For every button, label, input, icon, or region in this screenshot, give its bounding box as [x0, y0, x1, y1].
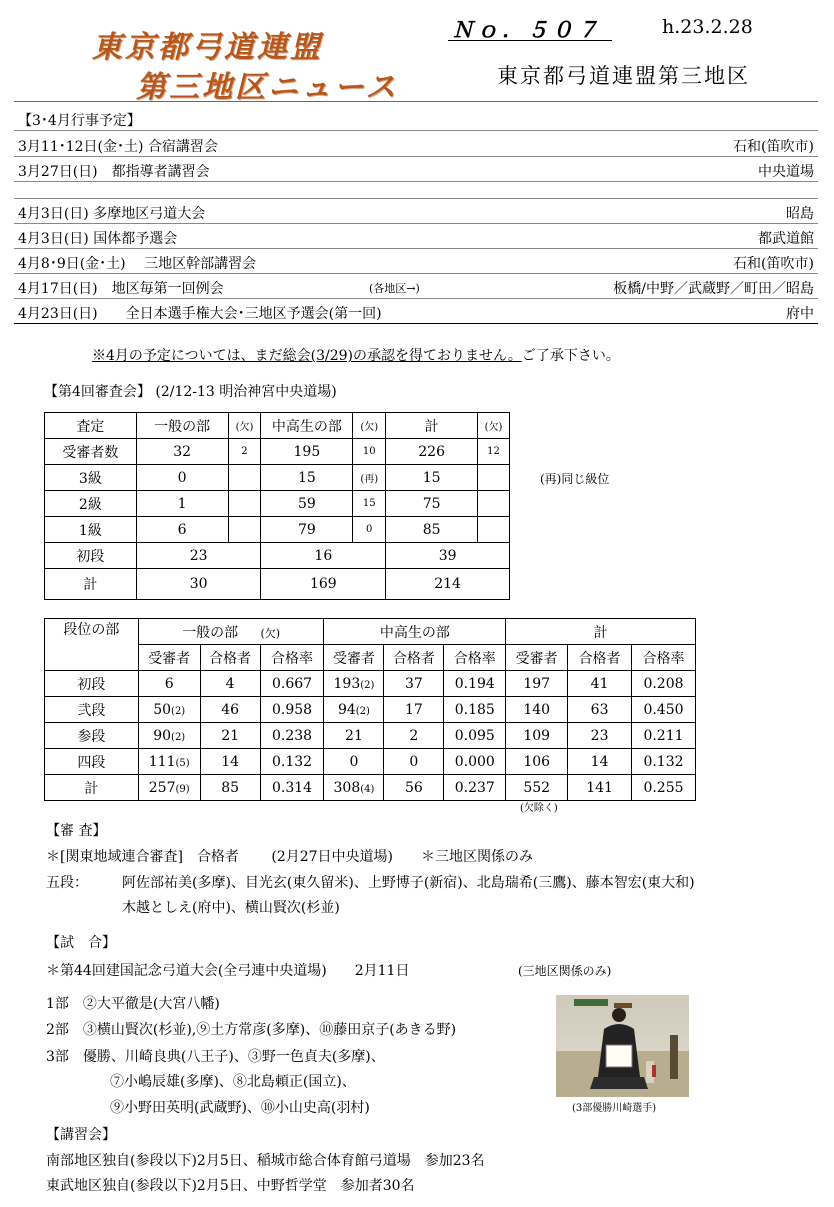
- table-header: (欠): [478, 413, 510, 439]
- table-cell: 1級: [45, 517, 137, 543]
- header-divider: [14, 101, 818, 102]
- table-cell: 169: [261, 569, 386, 600]
- table-row-label: 四段: [45, 749, 139, 775]
- table-cell: 17: [384, 697, 444, 723]
- table-header: 中高生の部: [261, 413, 353, 439]
- table-cell: 2: [228, 439, 261, 465]
- table-row: [45, 517, 510, 543]
- table-cell: [478, 491, 510, 517]
- table-cell: 14: [200, 749, 260, 775]
- winner-photo-image: [556, 995, 689, 1097]
- table-cell: 0: [324, 749, 384, 775]
- table-cell: 50(2): [138, 697, 200, 723]
- absent-note: (2): [355, 705, 370, 717]
- absent-note: (4): [360, 783, 375, 795]
- newsletter-title-line1: 東京都弓道連盟: [92, 30, 323, 65]
- table-cell: 1: [136, 491, 228, 517]
- table-cell: 111(5): [138, 749, 200, 775]
- table-cell: 受審者数: [45, 439, 137, 465]
- godan-passers-line2: 木越としえ(府中)、横山賢次(杉並): [122, 900, 340, 916]
- table-header: 一般の部 (欠): [138, 619, 324, 645]
- table-cell: 14: [568, 749, 632, 775]
- schedule-spacer: [14, 182, 818, 199]
- table-cell: 0.238: [260, 723, 324, 749]
- table-cell: 195: [261, 439, 353, 465]
- table-cell: 109: [506, 723, 568, 749]
- table-header: 一般の部: [136, 413, 228, 439]
- table-header: 査定: [45, 413, 137, 439]
- table-header-row: [45, 619, 696, 645]
- table-cell: [478, 465, 510, 491]
- table-cell: 46: [200, 697, 260, 723]
- table-footnote: (欠除く): [520, 803, 558, 814]
- table-cell: 15: [261, 465, 353, 491]
- table-row: [45, 569, 510, 600]
- absent-note: (9): [175, 783, 190, 795]
- shiai-division-1: 1部 ②大平徹是(大宮八幡): [46, 996, 220, 1012]
- shiai-division-2: 2部 ③横山賢次(杉並),⑨土方常彦(多摩)、⑩藤田京子(あきる野): [46, 1022, 457, 1038]
- absent-note: (2): [171, 731, 186, 743]
- table-cell: 308(4): [324, 775, 384, 801]
- table-cell: 0.237: [444, 775, 506, 801]
- table-cell: 32: [136, 439, 228, 465]
- table-cell: 0.132: [632, 749, 696, 775]
- table-cell: 3級: [45, 465, 137, 491]
- table-cell: 197: [506, 671, 568, 697]
- schedule-row: 4月8･9日(金･土) 三地区幹部講習会 石和(笛吹市): [14, 249, 818, 274]
- schedule-heading: 【3･4月行事予定】: [14, 106, 818, 131]
- table-subheader: 合格率: [260, 645, 324, 671]
- organization-name: 東京都弓道連盟第三地区: [497, 64, 750, 88]
- table-cell: 12: [478, 439, 510, 465]
- table-subheader: 受審者: [138, 645, 200, 671]
- photo-caption: (3部優勝川崎選手): [572, 1103, 657, 1114]
- table-cell: 0.667: [260, 671, 324, 697]
- table-row-label: 初段: [45, 671, 139, 697]
- table-cell: 計: [45, 569, 137, 600]
- table-cell: 23: [136, 543, 261, 569]
- table-cell: [228, 517, 261, 543]
- schedule-row: 4月17日(日) 地区毎第一回例会 (各地区→) 板橋/中野／武蔵野／町田／昭島: [14, 274, 818, 299]
- table-cell: 0.211: [632, 723, 696, 749]
- table-row-label: 弐段: [45, 697, 139, 723]
- issue-number: Ｎｏ．５０７: [452, 18, 602, 42]
- table-header: 中高生の部: [324, 619, 506, 645]
- table-cell: 21: [200, 723, 260, 749]
- table-cell: 56: [384, 775, 444, 801]
- table-cell: 16: [261, 543, 386, 569]
- table-cell: 4: [200, 671, 260, 697]
- table-subheader: 合格者: [384, 645, 444, 671]
- schedule-row: 4月23日(日) 全日本選手権大会･三地区予選会(第一回) 府中: [14, 299, 818, 324]
- table-subheader: 合格者: [200, 645, 260, 671]
- table-cell: 552: [506, 775, 568, 801]
- shinsa-heading: 【審 査】: [46, 823, 107, 839]
- koshukai-line: 南部地区独自(参段以下)2月5日、稲城市総合体育館弓道場 参加23名: [46, 1153, 485, 1169]
- table-cell: 0.255: [632, 775, 696, 801]
- table-subheader: 合格率: [632, 645, 696, 671]
- schedule-notice: ※4月の予定については、まだ総会(3/29)の承認を得ておりません。ご了承下さい。: [92, 348, 620, 364]
- table-row: [45, 749, 696, 775]
- table-cell: 39: [386, 543, 510, 569]
- table-subheader: 合格者: [568, 645, 632, 671]
- table-row: [45, 723, 696, 749]
- table-cell: 2: [384, 723, 444, 749]
- godan-passers-line1: 阿佐部祐美(多摩)、目光玄(東久留米)、上野博子(新宿)、北島瑞希(三鷹)、藤本智宏(東大和): [122, 875, 695, 891]
- table-cell: 140: [506, 697, 568, 723]
- table-header: 計: [506, 619, 696, 645]
- shiai-heading: 【試 合】: [46, 935, 116, 951]
- table-cell: (再): [353, 465, 386, 491]
- table-cell: 0.958: [260, 697, 324, 723]
- table-cell: 23: [568, 723, 632, 749]
- table-cell: 90(2): [138, 723, 200, 749]
- table-cell: 106: [506, 749, 568, 775]
- issue-underline: [448, 40, 612, 41]
- koshukai-heading: 【講習会】: [46, 1127, 116, 1143]
- issue-date: h.23.2.28: [662, 16, 753, 38]
- table-cell: 10: [353, 439, 386, 465]
- table-row: [45, 543, 510, 569]
- table-cell: 0.095: [444, 723, 506, 749]
- table-header-row: [45, 413, 510, 439]
- koshukai-line: 東武地区独自(参段以下)2月5日、中野哲学堂 参加者30名: [46, 1178, 415, 1194]
- table-cell: [228, 491, 261, 517]
- table-cell: 37: [384, 671, 444, 697]
- table-cell: 226: [386, 439, 478, 465]
- table-cell: 0.314: [260, 775, 324, 801]
- table-cell: 85: [386, 517, 478, 543]
- schedule-row: 4月3日(日) 多摩地区弓道大会 昭島: [14, 199, 818, 224]
- godan-label: 五段：: [46, 875, 88, 891]
- table-cell: 0: [353, 517, 386, 543]
- schedule-row: 3月27日(日) 都指導者講習会 中央道場: [14, 157, 818, 182]
- shinsa-line: ＊[関東地域連合審査] 合格者 (2月27日中央道場) ＊三地区関係のみ: [46, 849, 534, 865]
- absent-note: (5): [175, 757, 190, 769]
- schedule-row: 3月11･12日(金･土) 合宿講習会 石和(笛吹市): [14, 132, 818, 157]
- table-cell: 79: [261, 517, 353, 543]
- table-cell: 0: [136, 465, 228, 491]
- table-cell: 0.185: [444, 697, 506, 723]
- table-header: 段位の部: [45, 619, 139, 671]
- table-row: [45, 671, 696, 697]
- table-cell: 6: [136, 517, 228, 543]
- exam-heading: 【第4回審査会】 (2/12-13 明治神宮中央道場): [44, 384, 337, 400]
- table-cell: 41: [568, 671, 632, 697]
- schedule-row: 4月3日(日) 国体都予選会 都武道館: [14, 224, 818, 249]
- absent-note: (2): [360, 679, 375, 691]
- table-row: [45, 775, 696, 801]
- table-row: [45, 465, 510, 491]
- kyu-exam-table: [44, 412, 510, 600]
- table-subheader: 合格率: [444, 645, 506, 671]
- table-header: (欠): [353, 413, 386, 439]
- shiai-division-3-cont: ⑨小野田英明(武蔵野)、⑩小山史高(羽村): [110, 1100, 370, 1116]
- table-cell: 214: [386, 569, 510, 600]
- table-cell: [228, 465, 261, 491]
- table-cell: 0.450: [632, 697, 696, 723]
- table-cell: 2級: [45, 491, 137, 517]
- shiai-note: (三地区関係のみ): [518, 964, 612, 978]
- shiai-division-3-cont: ⑦小嶋辰雄(多摩)、⑧北島頼正(国立)、: [110, 1074, 356, 1090]
- table-subheader: 受審者: [506, 645, 568, 671]
- table-cell: 141: [568, 775, 632, 801]
- table-cell: 75: [386, 491, 478, 517]
- table-row-label: 計: [45, 775, 139, 801]
- table-header: (欠): [228, 413, 261, 439]
- table-cell: 59: [261, 491, 353, 517]
- table-cell: 257(9): [138, 775, 200, 801]
- table-cell: 15: [386, 465, 478, 491]
- table-cell: [478, 517, 510, 543]
- table-cell: 0.194: [444, 671, 506, 697]
- dan-exam-table: [44, 618, 696, 801]
- table-row: [45, 697, 696, 723]
- shiai-line: ＊第44回建国記念弓道大会(全弓連中央道場) 2月11日: [46, 963, 410, 979]
- table-cell: 85: [200, 775, 260, 801]
- table-row: [45, 491, 510, 517]
- table-cell: 15: [353, 491, 386, 517]
- table-subheader-row: [45, 645, 696, 671]
- table-cell: 193(2): [324, 671, 384, 697]
- table-subheader: 受審者: [324, 645, 384, 671]
- table-cell: 63: [568, 697, 632, 723]
- exam-side-note: (再)同じ級位: [540, 472, 610, 486]
- table-cell: 0.000: [444, 749, 506, 775]
- shiai-division-3: 3部 優勝、川崎良典(八王子)、③野一色貞夫(多摩)、: [46, 1049, 385, 1065]
- winner-photo: [556, 995, 689, 1097]
- table-row-label: 参段: [45, 723, 139, 749]
- table-header: 計: [386, 413, 478, 439]
- table-cell: 30: [136, 569, 261, 600]
- table-cell: 0.132: [260, 749, 324, 775]
- absent-note: (2): [171, 705, 186, 717]
- table-cell: 初段: [45, 543, 137, 569]
- table-row: [45, 439, 510, 465]
- table-cell: 21: [324, 723, 384, 749]
- table-cell: 0.208: [632, 671, 696, 697]
- table-cell: 6: [138, 671, 200, 697]
- newsletter-title-line2: 第三地区ニュース: [136, 70, 399, 105]
- table-cell: 94(2): [324, 697, 384, 723]
- table-cell: 0: [384, 749, 444, 775]
